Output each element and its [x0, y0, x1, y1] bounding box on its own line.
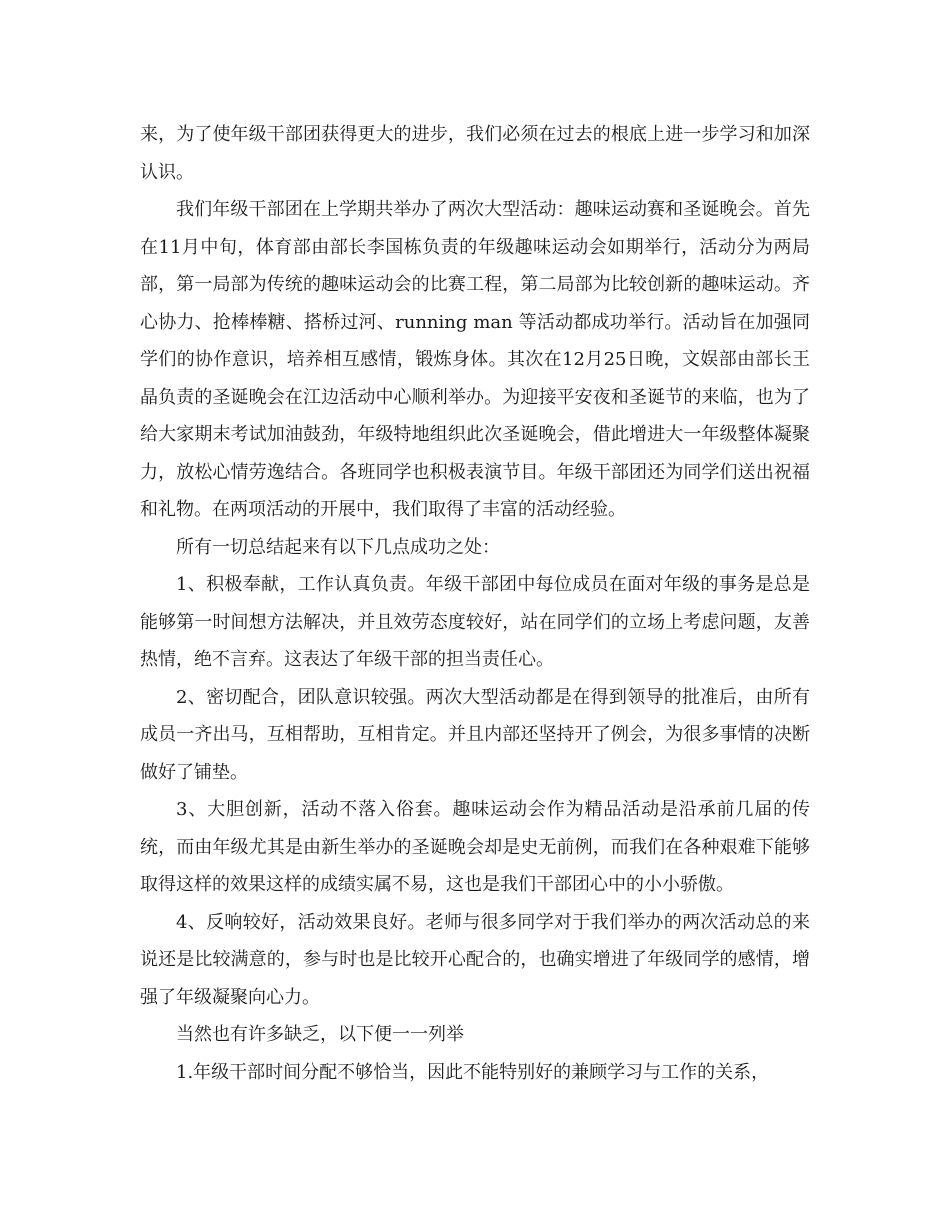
document-body [140, 116, 810, 1091]
paragraph-success-point-1: 1、积极奉献，工作认真负责。年级干部团中每位成员在面对年级的事务是总是能够第一时间想方法解决，并且效劳态度较好，站在同学们的立场上考虑问题，友善热情，绝不言弃。这表达了年级干部的担当责任心。 [140, 574, 810, 670]
paragraph-success-point-2: 2、密切配合，团队意识较强。两次大型活动都是在得到领导的批准后，由所有成员一齐出马，互相帮助，互相肯定。并且内部还坚持开了例会，为很多事情的决断做好了铺垫。 [140, 686, 810, 783]
paragraph-activities-summary: 我们年级干部团在上学期共举办了两次大型活动：趣味运动赛和圣诞晚会。首先在11月中旬，体育部由部长李国栋负责的年级趣味运动会如期举行，活动分为两局部，第一局部为传统的趣味运动会的比赛工程，第二局部为比较创新的趣味运动。齐心协力、抢棒棒糖、搭桥过河、running man 等活动都成功举行。活动旨在加强同学们的协作意识，培养相互感情，锻炼身体。其次在12月25日晚，文娱部由部长王晶负责的圣诞晚会在江边活动中心顺利举办。为迎接平安夜和圣诞节的来临，也为了给大家期末考试加油鼓劲，年级特地组织此次圣诞晚会，借此增进大一年级整体凝聚力，放松心情劳逸结合。各班同学也积极表演节目。年级干部团还为同学们送出祝福和礼物。在两项活动的开展中，我们取得了丰富的活动经验。 [140, 199, 810, 520]
paragraph-continuation: 来，为了使年级干部团获得更大的进步，我们必须在过去的根底上进一步学习和加深认识。 [140, 124, 810, 183]
paragraph-success-point-3: 3、大胆创新，活动不落入俗套。趣味运动会作为精品活动是沿承前几届的传统，而由年级尤其是由新生举办的圣诞晚会却是史无前例，而我们在各种艰难下能够取得这样的效果这样的成绩实属不易，这也是我们干部团心中的小小骄傲。 [140, 799, 810, 895]
paragraph-success-intro: 所有一切总结起来有以下几点成功之处： [176, 536, 500, 558]
paragraph-shortcomings-intro: 当然也有许多缺乏，以下便一一列举 [176, 1024, 464, 1045]
paragraph-shortcoming-1: 1.年级干部时间分配不够恰当，因此不能特别好的兼顾学习与工作的关系， [176, 1061, 770, 1083]
paragraph-success-point-4: 4、反响较好，活动效果良好。老师与很多同学对于我们举办的两次活动总的来说还是比较满意的，参与时也是比较开心配合的，也确实增进了年级同学的感情，增强了年级凝聚向心力。 [140, 911, 810, 1008]
